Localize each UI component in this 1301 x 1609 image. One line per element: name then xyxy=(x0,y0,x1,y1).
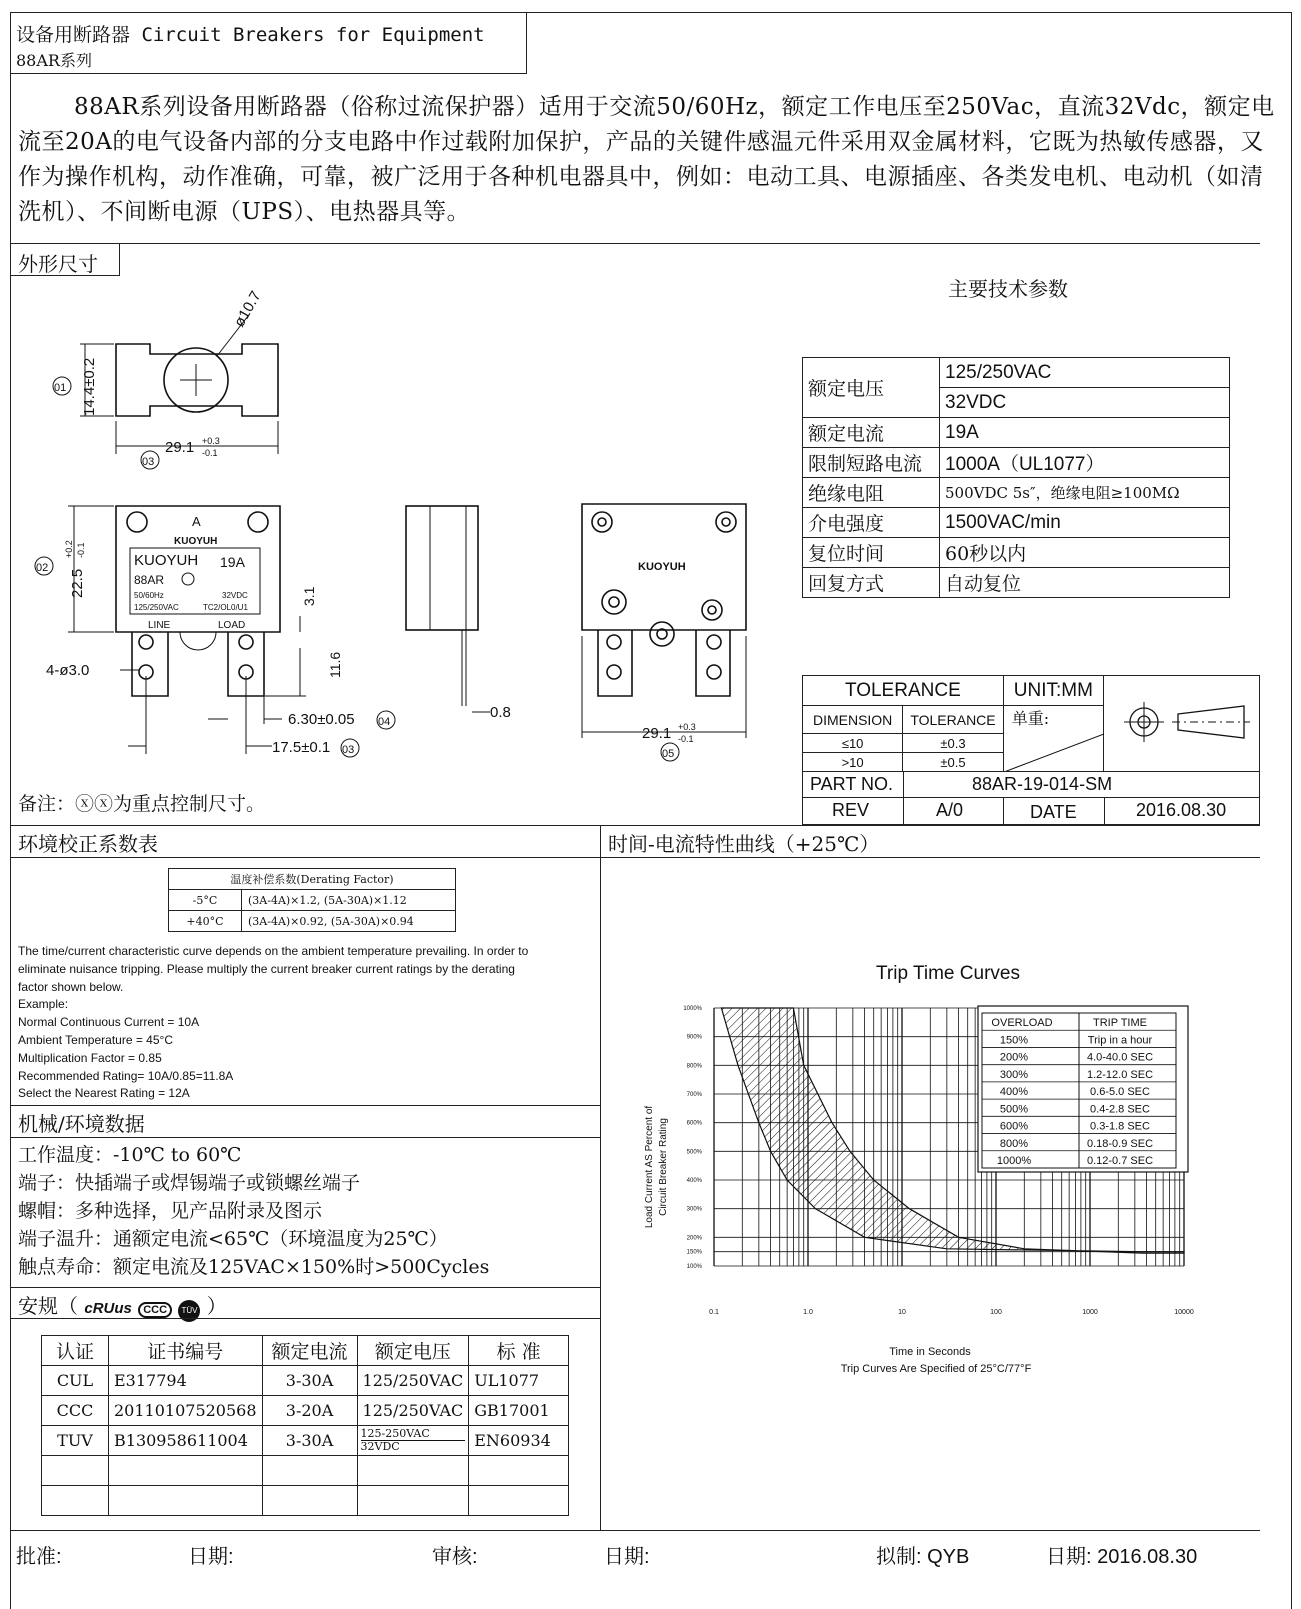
x-tick-label: 1000 xyxy=(1082,1309,1098,1316)
column-divider xyxy=(600,825,601,1530)
y-tick-label: 800% xyxy=(686,1063,702,1070)
dim-height-14: 14.4±0.2 xyxy=(81,357,98,416)
chart-title: Trip Time Curves xyxy=(876,963,1020,984)
x-axis-label: Time in Seconds xyxy=(889,1346,971,1358)
curve-title: 时间-电流特性曲线（+25℃） xyxy=(608,832,880,856)
trip-table-overload: 300% xyxy=(999,1068,1029,1081)
brand-small: KUOYUH xyxy=(174,536,218,547)
svg-text:-0.1: -0.1 xyxy=(202,448,218,458)
svg-text:04: 04 xyxy=(378,716,391,728)
back-view xyxy=(582,504,746,738)
y-tick-label: 150% xyxy=(686,1249,702,1256)
svg-text:-0.1: -0.1 xyxy=(678,734,694,744)
dim-width-29: 29.1 xyxy=(165,439,195,456)
y-tick-label: 1000% xyxy=(683,1006,702,1012)
mech-title: 机械/环境数据 xyxy=(18,1112,145,1136)
x-tick-label: 100 xyxy=(990,1309,1002,1316)
review-label: 审核: xyxy=(432,1546,478,1568)
series-label: 88AR系列 xyxy=(16,51,92,70)
approve-label: 批准: xyxy=(16,1546,62,1568)
date1-label: 日期: xyxy=(188,1546,234,1568)
part-label: PART NO. xyxy=(810,774,894,794)
y-tick-label: 900% xyxy=(686,1034,702,1041)
svg-text:03: 03 xyxy=(142,456,155,468)
divider-2 xyxy=(10,825,1260,826)
svg-text:01: 01 xyxy=(54,382,67,394)
x-tick-label: 10 xyxy=(898,1309,906,1316)
specs-title: 主要技术参数 xyxy=(948,277,1068,301)
derating-title: 环境校正系数表 xyxy=(18,832,158,856)
svg-text:+0.3: +0.3 xyxy=(202,436,220,446)
tuv-voltage: 125-250VAC 32VDC xyxy=(357,1426,469,1456)
y-axis-label: Load Current AS Percent of xyxy=(644,1105,655,1229)
y-tick-label: 400% xyxy=(686,1178,702,1184)
y-axis-label-2: Circuit Breaker Rating xyxy=(658,1118,669,1216)
y-tick-label: 500% xyxy=(686,1149,702,1156)
date2-label: 日期: xyxy=(604,1546,650,1568)
tol-v1 xyxy=(903,771,904,825)
trip-table-overload: 400% xyxy=(999,1086,1029,1099)
trip-table-time: Trip in a hour xyxy=(1087,1034,1153,1047)
derating-table: 温度补偿系数(Derating Factor) -5°C (3A-4A)×1.2, (5A-30A)×1.12 +40°C (3A-4A)×0.92, (5A-30A)×0.94 xyxy=(168,868,456,932)
dim-0-8: 0.8 xyxy=(490,704,511,721)
trip-table-header: OVERLOAD xyxy=(991,1017,1053,1030)
divider-7 xyxy=(10,1318,600,1319)
label-load: LOAD xyxy=(218,620,246,631)
divider-5 xyxy=(10,1137,600,1138)
ccc-logo: CCC xyxy=(138,1302,172,1318)
derating-note: The time/current characteristic curve depends on the ambient temperature prevailing. In order to eliminate nuisance tripping. Please multiply the current breaker current ratings by the derating factor shown below. Example: Normal Continuous Current = 10A Ambient Temperature = 45°C Multiplication Factor = 0.85 Recommended Rating= 10A/0.85=11.8A Select the Nearest Rating = 12A xyxy=(18,944,529,1101)
trip-table-time: 0.4-2.8 SEC xyxy=(1090,1103,1150,1116)
divider-4 xyxy=(10,1105,600,1106)
trip-table-time: 4.0-40.0 SEC xyxy=(1086,1051,1154,1064)
tol-v3 xyxy=(1104,797,1105,825)
rev-label: REV xyxy=(832,800,870,820)
y-tick-label: 700% xyxy=(686,1092,702,1098)
part-number: 88AR-19-014-SM xyxy=(972,774,1113,794)
dim-hole: 4-ø3.0 xyxy=(46,662,90,679)
trip-table-time: 0.6-5.0 SEC xyxy=(1090,1086,1150,1099)
x-tick-label: 0.1 xyxy=(709,1309,719,1316)
specs-table: 额定电压 125/250VAC 32VDC 额定电流 19A 限制短路电流 1000A（UL1077） 绝缘电阻 500VDC 5s″，绝缘电阻≥100MΩ 介电强度 1500VAC/min 复位时间 60秒以内 回复方式 自动复位 xyxy=(802,357,1230,598)
rating: 19A xyxy=(220,554,245,570)
date-value: 2016.08.30 xyxy=(1136,800,1227,820)
brand-big: KUOYUH xyxy=(134,552,199,569)
mech-list: 工作温度：-10℃ to 60℃ 端子：快插端子或焊锡端子或锁螺丝端子 螺帽：多种选择，见产品附录及图示 端子温升：通额定电流<65℃（环境温度为25℃） 触点寿命：额定电流及125VAC×150%时>500Cycles xyxy=(18,1144,490,1278)
svg-text:03: 03 xyxy=(342,744,355,756)
trip-table-time: 1.2-12.0 SEC xyxy=(1086,1068,1154,1081)
safety-title: 安规（ cRUus CCC TÜV ） xyxy=(18,1290,227,1322)
tol-line-1 xyxy=(802,771,1260,772)
y-tick-label: 300% xyxy=(686,1206,702,1213)
tuv-logo: TÜV xyxy=(178,1300,200,1322)
trip-table-time: 0.12-0.7 SEC xyxy=(1086,1155,1154,1167)
dim-3-1: 3.1 xyxy=(301,586,317,606)
date-label: DATE xyxy=(1030,802,1077,822)
trip-table-overload: 500% xyxy=(999,1103,1029,1116)
ul-logo: cRUus xyxy=(84,1300,132,1317)
svg-text:+0.3: +0.3 xyxy=(678,722,696,732)
trip-table-time: 0.3-1.8 SEC xyxy=(1090,1120,1150,1133)
freq: 50/60Hz xyxy=(134,591,164,600)
side-view xyxy=(406,506,490,712)
trip-table-time: 0.18-0.9 SEC xyxy=(1086,1137,1154,1150)
x-tick-label: 1.0 xyxy=(803,1309,813,1316)
trip-table-overload: 150% xyxy=(999,1034,1029,1047)
svg-text:05: 05 xyxy=(662,748,675,760)
top-view xyxy=(80,316,278,454)
dim-height-22: 22.5 xyxy=(69,568,86,598)
cert-table: 认证 证书编号 额定电流 额定电压 标 准 CUL E317794 3-30A 125/250VAC UL1077 CCC 20110107520568 3-20A 125/250VAC GB17001 TUV B130958611004 3-30A 125-250VAC 32VDC EN60934 xyxy=(41,1335,569,1516)
weight-label: 单重: xyxy=(1011,709,1050,728)
rev-value: A/0 xyxy=(936,800,964,820)
label-line: LINE xyxy=(148,620,171,631)
y-tick-label: 100% xyxy=(686,1264,702,1270)
x-tick-label: 10000 xyxy=(1174,1309,1194,1316)
chart-subtitle: Trip Curves Are Specified of 25°C/77°F xyxy=(840,1363,1032,1375)
tol-v2 xyxy=(1003,797,1004,825)
draft-label: 拟制: QYB xyxy=(876,1546,970,1568)
y-tick-label: 200% xyxy=(686,1235,702,1242)
intro-paragraph: 88AR系列设备用断路器（俗称过流保护器）适用于交流50/60Hz，额定工作电压至250Vac，直流32Vdc，额定电流至20A的电气设备内部的分支电路中作过载附加保护，产品的关键件感温元件采用双金属材料，它既为热敏传感器，又作为操作机构，动作准确，可靠，被广泛用于各种机电器具中，例如：电动工具、电源插座、各类发电机、电动机（如清洗机）、不间断电源（UPS）、电热器具等。 xyxy=(18,94,1275,225)
vdc: 32VDC xyxy=(222,591,248,600)
trip-table-overload: 200% xyxy=(999,1051,1029,1064)
date3-label: 日期: 2016.08.30 xyxy=(1046,1546,1198,1568)
projection-symbol xyxy=(1112,698,1252,746)
svg-text:-0.1: -0.1 xyxy=(76,542,86,558)
dim-back-width: 29.1 xyxy=(642,725,672,742)
label-A: A xyxy=(192,514,201,529)
page-title: 设备用断路器 Circuit Breakers for Equipment xyxy=(16,24,485,46)
dimension-drawings xyxy=(10,276,790,816)
vac: 125/250VAC xyxy=(134,603,179,612)
svg-text:02: 02 xyxy=(36,562,49,574)
tol-line-2 xyxy=(802,797,1260,798)
trip-table-overload: 600% xyxy=(999,1120,1029,1133)
code: TC2/OL0/U1 xyxy=(203,603,248,612)
dim-6-30: 6.30±0.05 xyxy=(288,711,355,728)
trip-time-chart xyxy=(602,858,1258,1530)
dims-note: 备注：ⓧⓧ为重点控制尺寸。 xyxy=(18,793,266,815)
brand-back: KUOYUH xyxy=(638,561,686,573)
trip-table-overload: 800% xyxy=(999,1137,1029,1150)
y-tick-label: 600% xyxy=(686,1120,702,1127)
trip-table-overload: 1000% xyxy=(996,1155,1032,1167)
tolerance-table: TOLERANCE UNIT:MM DIMENSION TOLERANCE 单重: ≤10 ±0.3 >10 ±0.5 xyxy=(802,675,1104,772)
dim-11-6: 11.6 xyxy=(327,651,343,678)
trip-table-header: TRIP TIME xyxy=(1093,1017,1147,1030)
model: 88AR xyxy=(134,573,165,587)
divider-1 xyxy=(10,243,1260,244)
dims-title: 外形尺寸 xyxy=(18,252,98,276)
dim-hole-diameter: ø10.7 xyxy=(230,288,265,330)
dim-17-5: 17.5±0.1 xyxy=(272,739,331,756)
svg-text:+0.2: +0.2 xyxy=(64,540,74,558)
divider-8 xyxy=(10,1530,1260,1531)
divider-6 xyxy=(10,1287,600,1288)
